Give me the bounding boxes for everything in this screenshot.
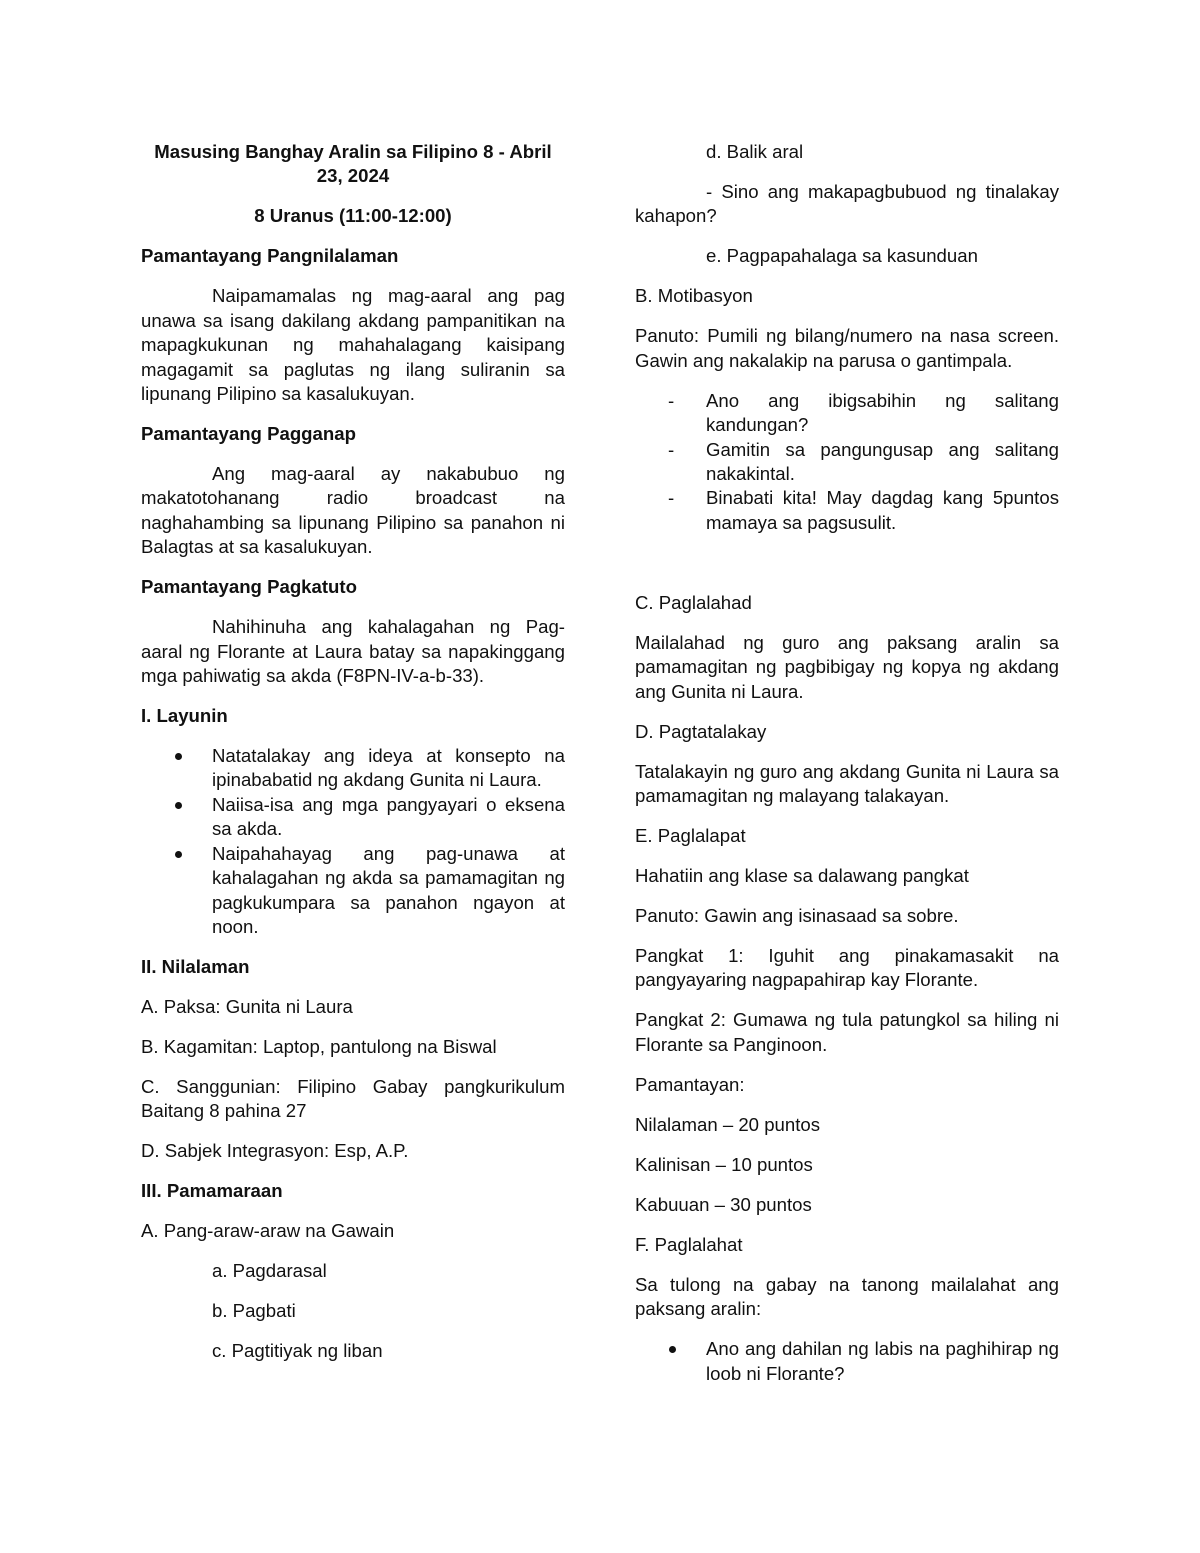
nilalaman-score: Nilalaman – 20 puntos [635,1113,821,1135]
sabjek-line: D. Sabjek Integrasyon: Esp, A.P. [141,1140,409,1162]
list-item: Naiisa-isa ang mga pangyayari o eksena sa akda. [141,793,565,842]
heading-nilalaman: II. Nilalaman [141,955,250,977]
pagtatalakay-paragraph: Tatalakayin ng guro ang akdang Gunita ni Laura sa pamamagitan ng malayang talakayan. [635,760,1059,807]
pagbati-line: b. Pagbati [212,1300,296,1322]
kalinisan-score: Kalinisan – 10 puntos [635,1153,813,1175]
pangkat-1: Pangkat 1: Iguhit ang pinakamasakit na pangyayaring nagpapahirap kay Florante. [635,945,1059,991]
bullet-icon [175,802,182,809]
paragraph-pagganap: Ang mag-aaral ay nakabubuo ng makatotohanang radio broadcast na naghahambing sa lipunang Pilipino sa panahon ni Balagtas at sa kasalukuyan. [141,463,565,558]
sanggunian-line: C. Sanggunian: Filipino Gabay pangkurikulum Baitang 8 pahina 27 [141,1075,565,1122]
bullet-icon [175,753,182,760]
paksa-line: A. Paksa: Gunita ni Laura [141,995,353,1017]
paglalahad-paragraph: Mailalahad ng guro ang paksang aralin sa pamamagitan ng pagbibigay ng kopya ng akdang ang Gunita ni Laura. [635,631,1059,702]
heading-pamamaraan: III. Pamamaraan [141,1180,283,1202]
pagtitiyak-line: c. Pagtitiyak ng liban [212,1340,383,1362]
pangkat-2: Pangkat 2: Gumawa ng tula patungkol sa hiling ni Florante sa Panginoon. [635,1009,1059,1055]
list-item: - Ano ang ibigsabihin ng salitang kandungan? [668,389,1059,436]
gawain-line: A. Pang-araw-araw na Gawain [141,1220,395,1242]
class-section: 8 Uranus (11:00-12:00) [254,205,452,227]
list-item: Naipahahayag ang pag-unawa at kahalagahan ng akda sa pamamagitan ng pagkukumpara sa panahon ngayon at noon. [141,842,565,940]
bullet-icon [669,1346,676,1353]
balik-aral-question: - Sino ang makapagbubuod ng tinalakay kahapon? [635,181,1059,227]
paglalahat-heading: F. Paglalahat [635,1233,743,1255]
balik-aral-line: d. Balik aral [706,141,804,162]
bullet-icon [175,851,182,858]
paglalahat-paragraph: Sa tulong na gabay na tanong mailalahat ang paksang aralin: [635,1273,1059,1320]
heading-pangnilalaman: Pamantayang Pangnilalaman [141,245,399,267]
heading-pagganap: Pamantayang Pagganap [141,423,356,445]
left-column [141,140,565,1379]
panuto-motibasyon: Panuto: Pumili ng bilang/numero na nasa screen. Gawin ang nakalakip na parusa o gantimpala. [635,325,1059,371]
pamantayan-label: Pamantayan: [635,1073,745,1095]
list-item: Natatalakay ang ideya at konsepto na ipinababatid ng akdang Gunita ni Laura. [141,744,565,793]
hahatiin-line: Hahatiin ang klase sa dalawang pangkat [635,865,969,887]
paglalahad-heading: C. Paglalahad [635,591,752,613]
spacer [635,551,1059,591]
layunin-list [141,744,565,939]
lesson-title: Masusing Banghay Aralin sa Filipino 8 - Abril 23, 2024 [154,141,552,187]
motibasyon-list [635,389,1059,535]
list-item: - Binabati kita! May dagdag kang 5puntos mamaya sa pagsusulit. [668,487,1059,533]
paragraph-pagkatuto: Nahihinuha ang kahalagahan ng Pag-aaral ng Florante at Laura batay sa napakinggang mga pahiwatig sa akda (F8PN-IV-a-b-33). [141,616,565,687]
paglalapat-heading: E. Paglalapat [635,825,746,847]
paragraph-pangnilalaman: Naipamamalas ng mag-aaral ang pag unawa sa isang dakilang akdang pampanitikan na mapagkukunan ng mahahalagang kaisipang magagamit sa paglutas ng ilang suliranin sa lipunang Pilipino sa kasalukuyan. [141,285,565,405]
pagpapahalaga-line: e. Pagpapahalaga sa kasunduan [706,245,978,267]
list-item: Ano ang dahilan ng labis na paghihirap ng loob ni Florante? [635,1337,1059,1386]
pagtatalakay-heading: D. Pagtatalakay [635,720,767,742]
kagamitan-line: B. Kagamitan: Laptop, pantulong na Biswal [141,1035,497,1057]
list-item: - Gamitin sa pangungusap ang salitang nakakintal. [668,438,1059,485]
heading-pagkatuto: Pamantayang Pagkatuto [141,576,357,598]
paglalahat-list [635,1337,1059,1386]
motibasyon-heading: B. Motibasyon [635,285,753,307]
heading-layunin: I. Layunin [141,705,228,727]
pagdarasal-line: a. Pagdarasal [212,1260,327,1282]
right-column [635,140,1059,1402]
panuto-paglalapat: Panuto: Gawin ang isinasaad sa sobre. [635,905,959,927]
kabuuan-score: Kabuuan – 30 puntos [635,1193,812,1215]
